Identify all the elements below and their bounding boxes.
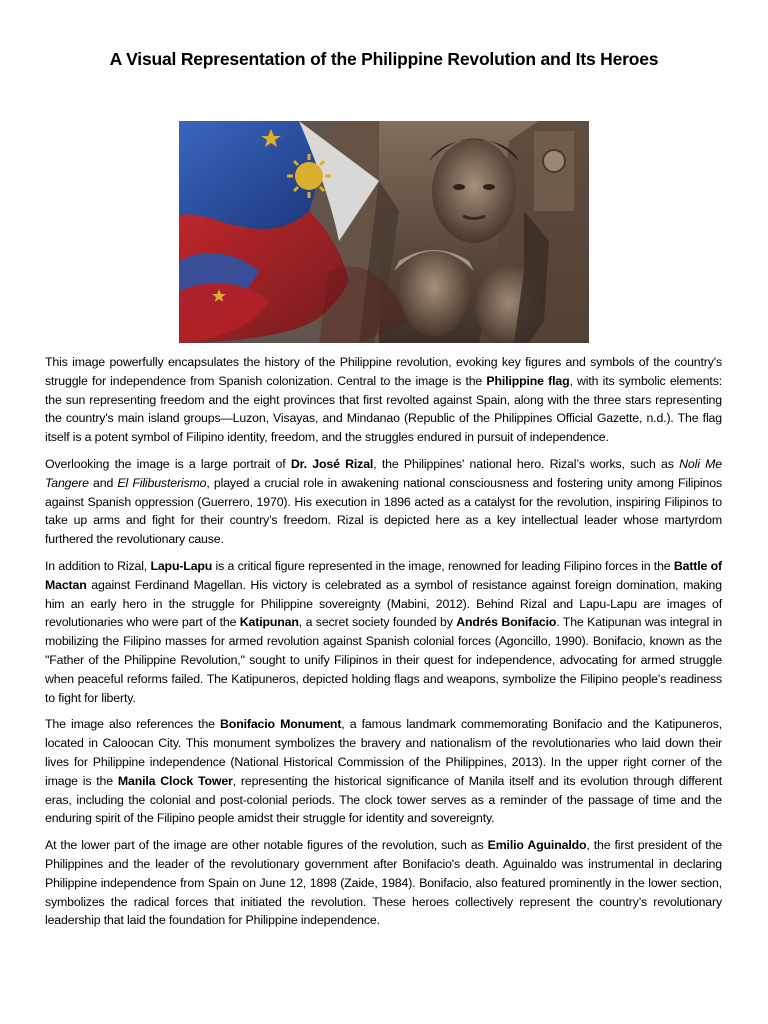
text-run: against Ferdinand Magellan. His victory is celebrated as a symbol of resistance against foreign domination, making him an early hero in the struggle for Philippine sovereignty (Mabini, 2012). Behind Rizal and Lapu-Lapu are images of revolutionaries who were part of the bbox=[45, 577, 722, 630]
body-paragraph bbox=[45, 715, 722, 828]
bold-term: Lapu-Lapu bbox=[150, 558, 213, 573]
bold-term: Manila Clock Tower bbox=[117, 773, 233, 788]
text-run: , a famous landmark commemorating Bonifacio and the Katipuneros, located in Caloocan City. This monument symbolizes the bravery and nationalism of the revolutionaries who laid down their lives for Philippine independence (National Historical Commission of the Philippines, 2013). In the upper right corner of the image is the bbox=[45, 717, 722, 788]
italic-title: El Filibusterismo bbox=[117, 475, 207, 490]
revolution-collage-image bbox=[179, 121, 589, 343]
text-run: is a critical figure represented in the image, renowned for leading Filipino forces in the bbox=[212, 558, 674, 573]
bold-term: Dr. José Rizal bbox=[290, 456, 374, 471]
body-text bbox=[45, 353, 722, 938]
text-run: Overlooking the image is a large portrait of bbox=[45, 456, 291, 471]
body-paragraph bbox=[45, 557, 722, 707]
text-run: This image powerfully encapsulates the history of the Philippine revolution, evoking key figures and symbols of the country's struggle for independence from Spanish colonization. Central to the image is the bbox=[45, 355, 722, 388]
bold-term: Andrés Bonifacio bbox=[456, 615, 557, 630]
text-run: In addition to Rizal, bbox=[45, 558, 151, 573]
bold-term: Bonifacio Monument bbox=[220, 717, 342, 732]
text-run: and bbox=[88, 475, 118, 490]
body-paragraph bbox=[45, 455, 722, 549]
text-run: , representing the historical significance of Manila itself and its evolution through different eras, including the colonial and post-colonial periods. The clock tower serves as a reminder of the passage of time and the enduring spirit of the Filipino people amidst their struggle for identity and sovereignty. bbox=[45, 773, 722, 826]
bold-term: Battle of Mactan bbox=[45, 558, 722, 592]
italic-title: Noli Me Tangere bbox=[45, 456, 722, 490]
text-run: The image also references the bbox=[45, 717, 221, 732]
text-run: , with its symbolic elements: the sun representing freedom and the eight provinces that first revolted against Spain, along with the three stars representing the country's main island groups—Luzon, Visayas, and Mindanao (Republic of the Philippines Official Gazette, n.d.). The flag itself is a potent symbol of Filipino identity, freedom, and the struggles endured in pursuit of independence. bbox=[45, 373, 722, 445]
text-run: , the first president of the Philippines and the leader of the revolutionary government after Bonifacio's death. Aguinaldo was instrumental in declaring Philippine independence from Spain on June 12, 1898 (Zaide, 1984). Bonifacio, also featured prominently in the lower section, symbolizes the radical forces that initiated the revolution. These heroes collectively represent the country’s revolutionary leadership that laid the foundation for Philippine independence. bbox=[45, 838, 723, 928]
text-run: , the Philippines' national hero. Rizal’s works, such as bbox=[373, 456, 680, 471]
document-title: A Visual Representation of the Philippine Revolution and Its Heroes bbox=[109, 49, 659, 69]
text-run: , played a crucial role in awakening national consciousness and fostering unity among Filipinos against Spanish oppression (Guerrero, 1970). His execution in 1896 acted as a catalyst for the revolution, inspiring Filipinos to take up arms and fight for their country’s freedom. Rizal is depicted here as a key intellectual leader whose martyrdom furthered the revolutionary cause. bbox=[45, 475, 722, 547]
body-paragraph bbox=[45, 353, 722, 447]
bold-term: Katipunan bbox=[239, 615, 299, 630]
text-run: At the lower part of the image are other notable figures of the revolution, such as bbox=[45, 838, 488, 853]
body-paragraph bbox=[45, 836, 722, 930]
text-run: . The Katipunan was integral in mobilizing the Filipino masses for armed revolution against Spanish colonial forces (Agoncillo, 1990). Bonifacio, known as the "Father of the Philippine Revolution," sought to unify Filipinos in their quest for independence, advocating for armed struggle when peaceful reforms failed. The Katipuneros, depicted holding flags and weapons, symbolize the Filipino people's readiness to fight for liberty. bbox=[45, 615, 722, 705]
text-run: , a secret society founded by bbox=[298, 615, 457, 630]
bold-term: Emilio Aguinaldo bbox=[487, 838, 587, 853]
bold-term: Philippine flag bbox=[486, 373, 570, 388]
